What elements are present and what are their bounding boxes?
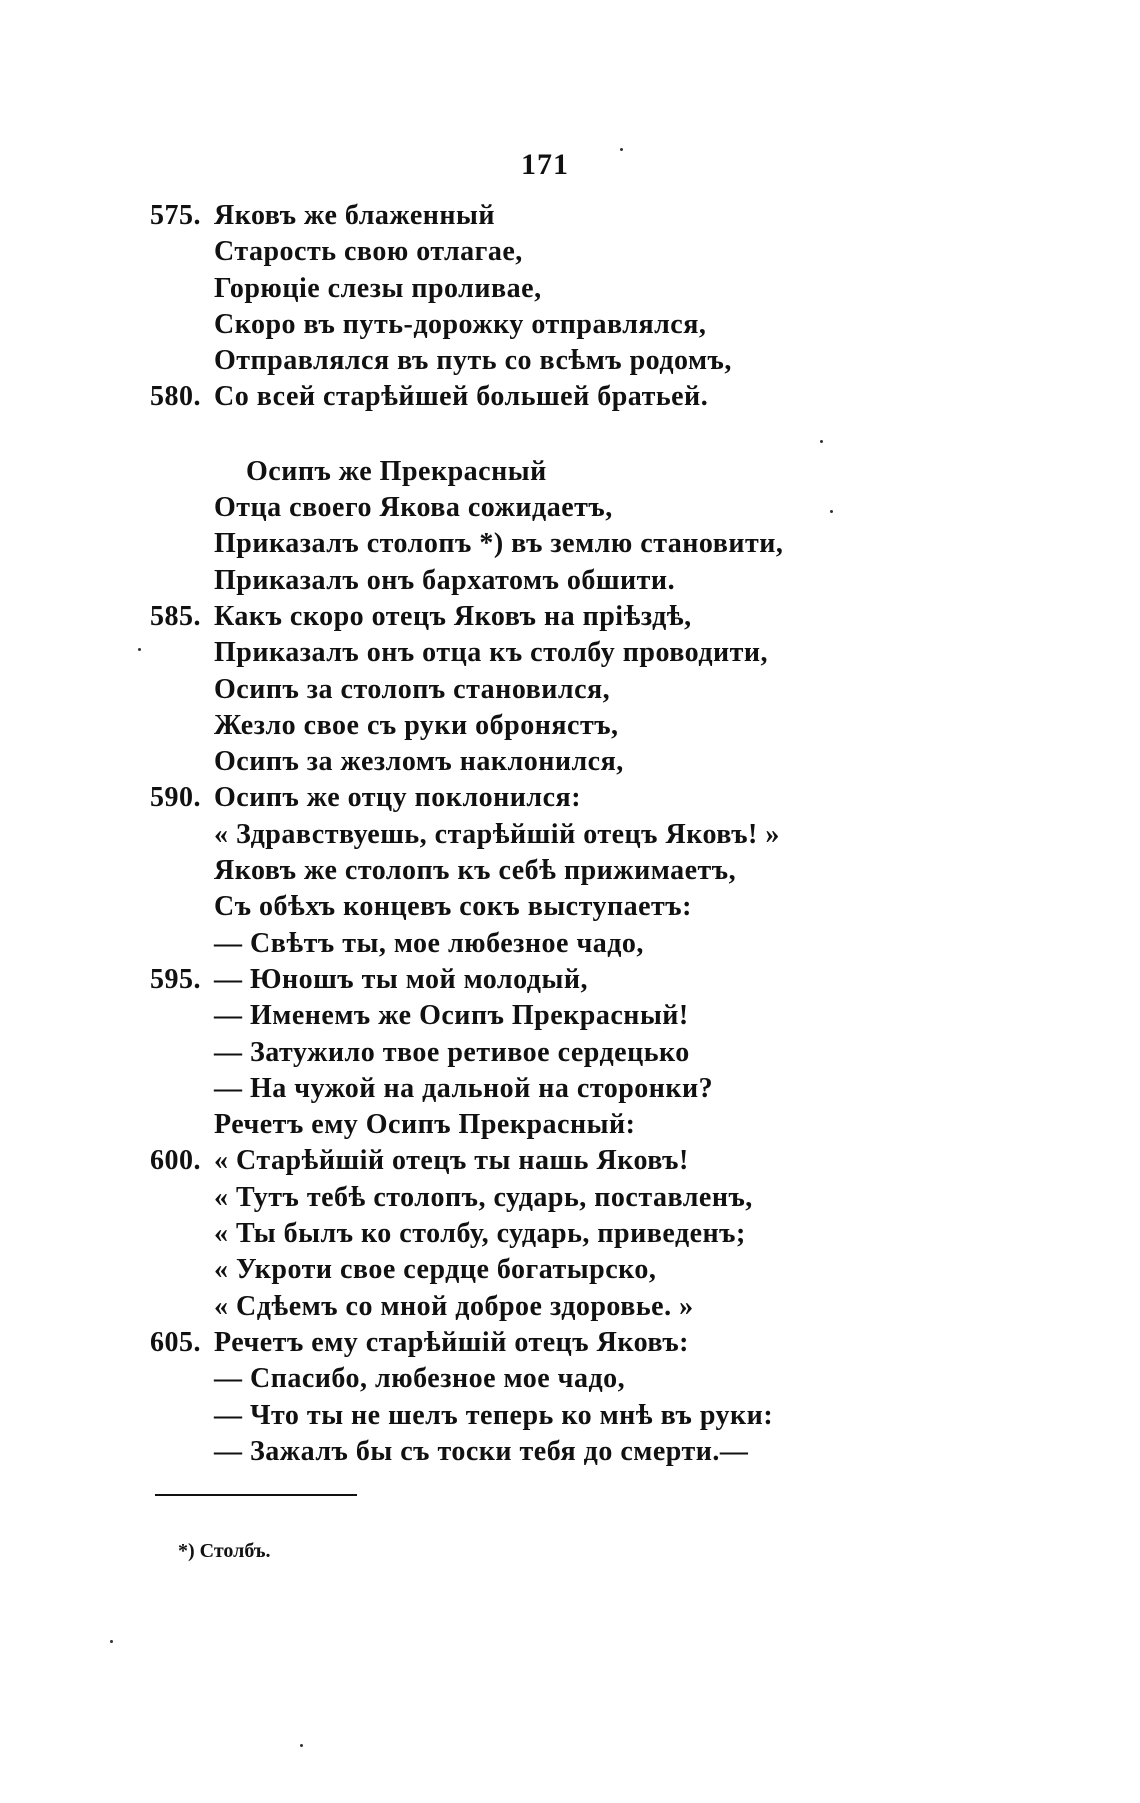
line-text: — Именемъ же Осипъ Прекрасный! (214, 1000, 689, 1032)
line-number: 600. (150, 1145, 201, 1177)
scan-speck (300, 1744, 303, 1747)
poem-line (150, 744, 1050, 780)
footnote: *) Столбъ. (178, 1540, 271, 1562)
poem-line (150, 635, 1050, 671)
poem-line (150, 1071, 1050, 1107)
line-text: — Свѣтъ ты, мое любезное чадо, (214, 927, 644, 959)
line-text: Горюціе слезы проливае, (214, 272, 542, 304)
footnote-divider (155, 1494, 357, 1496)
line-text: Приказалъ столопъ *) въ землю становити, (214, 528, 784, 560)
line-text: Речетъ ему старѣйшій отецъ Яковъ: (214, 1326, 689, 1358)
line-text: « Здравствуешь, старѣйшій отецъ Яковъ! » (214, 818, 780, 850)
line-text: Осипъ же Прекрасный (246, 455, 547, 487)
line-text: « Сдѣемъ со мной доброе здоровье. » (214, 1290, 694, 1322)
line-text: Съ обѣхъ концевъ сокъ выступаетъ: (214, 891, 692, 923)
poem-line (150, 1398, 1050, 1434)
line-text: « Старѣйшій отецъ ты нашь Яковъ! (214, 1145, 689, 1177)
poem-line (150, 1216, 1050, 1252)
poem-line (150, 672, 1050, 708)
poem-line (150, 962, 1050, 998)
line-number: 605. (150, 1326, 201, 1358)
line-number: 580. (150, 381, 201, 413)
poem-line (150, 379, 1050, 415)
poem-line (150, 889, 1050, 925)
poem-line (150, 454, 1050, 490)
line-text: Старость свою отлагае, (214, 236, 523, 268)
poem-line (150, 1107, 1050, 1143)
poem-line (150, 1180, 1050, 1216)
stanza-gap (150, 416, 1050, 454)
poem-line (150, 1035, 1050, 1071)
line-text: « Ты былъ ко столбу, сударь, приведенъ; (214, 1218, 746, 1250)
line-text: Отправлялся въ путь со всѣмъ родомъ, (214, 345, 732, 377)
poem-line (150, 599, 1050, 635)
poem-line (150, 1361, 1050, 1397)
poem-line (150, 708, 1050, 744)
line-text: « Укроти свое сердце богатырско, (214, 1254, 657, 1286)
line-text: « Тутъ тебѣ столопъ, сударь, поставленъ, (214, 1181, 753, 1213)
poem-line (150, 234, 1050, 270)
line-text: Приказалъ онъ отца къ столбу проводити, (214, 637, 769, 669)
line-text: — Что ты не шелъ теперь ко мнѣ въ руки: (214, 1399, 774, 1431)
line-text: — Затужило твое ретивое сердецько (214, 1036, 690, 1068)
line-number: 595. (150, 963, 201, 995)
line-text: — Спасибо, любезное мое чадо, (214, 1363, 626, 1395)
scan-speck (620, 148, 623, 151)
line-text: Осипъ за жезломъ наклонился, (214, 746, 624, 778)
scan-speck (820, 440, 823, 443)
poem-line (150, 1252, 1050, 1288)
scan-speck (830, 510, 833, 513)
line-text: Яковъ же блаженный (214, 200, 496, 231)
poem-body (150, 198, 1050, 1470)
line-text: Яковъ же столопъ къ себѣ прижимаетъ, (214, 855, 737, 887)
poem-line (150, 817, 1050, 853)
poem-line (150, 307, 1050, 343)
poem-line (150, 271, 1050, 307)
poem-line (150, 526, 1050, 562)
line-text: Речетъ ему Осипъ Прекрасный: (214, 1109, 636, 1141)
line-text: Осипъ за столопъ становился, (214, 673, 611, 705)
poem-line (150, 1325, 1050, 1361)
line-text: Осипъ же отцу поклонился: (214, 782, 582, 814)
poem-line (150, 343, 1050, 379)
line-text: — Юношъ ты мой молодый, (214, 963, 588, 995)
poem-line (150, 490, 1050, 526)
page-number: 171 (521, 148, 569, 181)
poem-line (150, 563, 1050, 599)
line-number: 575. (150, 200, 201, 231)
line-text: Отца своего Якова сожидаетъ, (214, 492, 613, 524)
line-text: Со всей старѣйшей большей братьей. (214, 381, 709, 413)
line-text: Жезло свое съ руки обронястъ, (214, 709, 619, 741)
poem-line (150, 998, 1050, 1034)
scan-speck (110, 1640, 113, 1643)
poem-line (150, 1143, 1050, 1179)
poem-line (150, 926, 1050, 962)
poem-line (150, 1289, 1050, 1325)
poem-line (150, 1434, 1050, 1470)
line-text: Приказалъ онъ бархатомъ обшити. (214, 564, 676, 596)
line-text: — На чужой на дальной на сторонки? (214, 1072, 714, 1104)
poem-line (150, 198, 1050, 234)
line-text: — Зажалъ бы съ тоски тебя до смерти.— (214, 1435, 749, 1467)
scan-speck (138, 648, 141, 651)
line-number: 585. (150, 600, 201, 632)
poem-line (150, 853, 1050, 889)
line-text: Скоро въ путь-дорожку отправлялся, (214, 308, 707, 340)
poem-line (150, 780, 1050, 816)
line-text: Какъ скоро отецъ Яковъ на пріѣздѣ, (214, 600, 692, 632)
line-number: 590. (150, 782, 201, 814)
